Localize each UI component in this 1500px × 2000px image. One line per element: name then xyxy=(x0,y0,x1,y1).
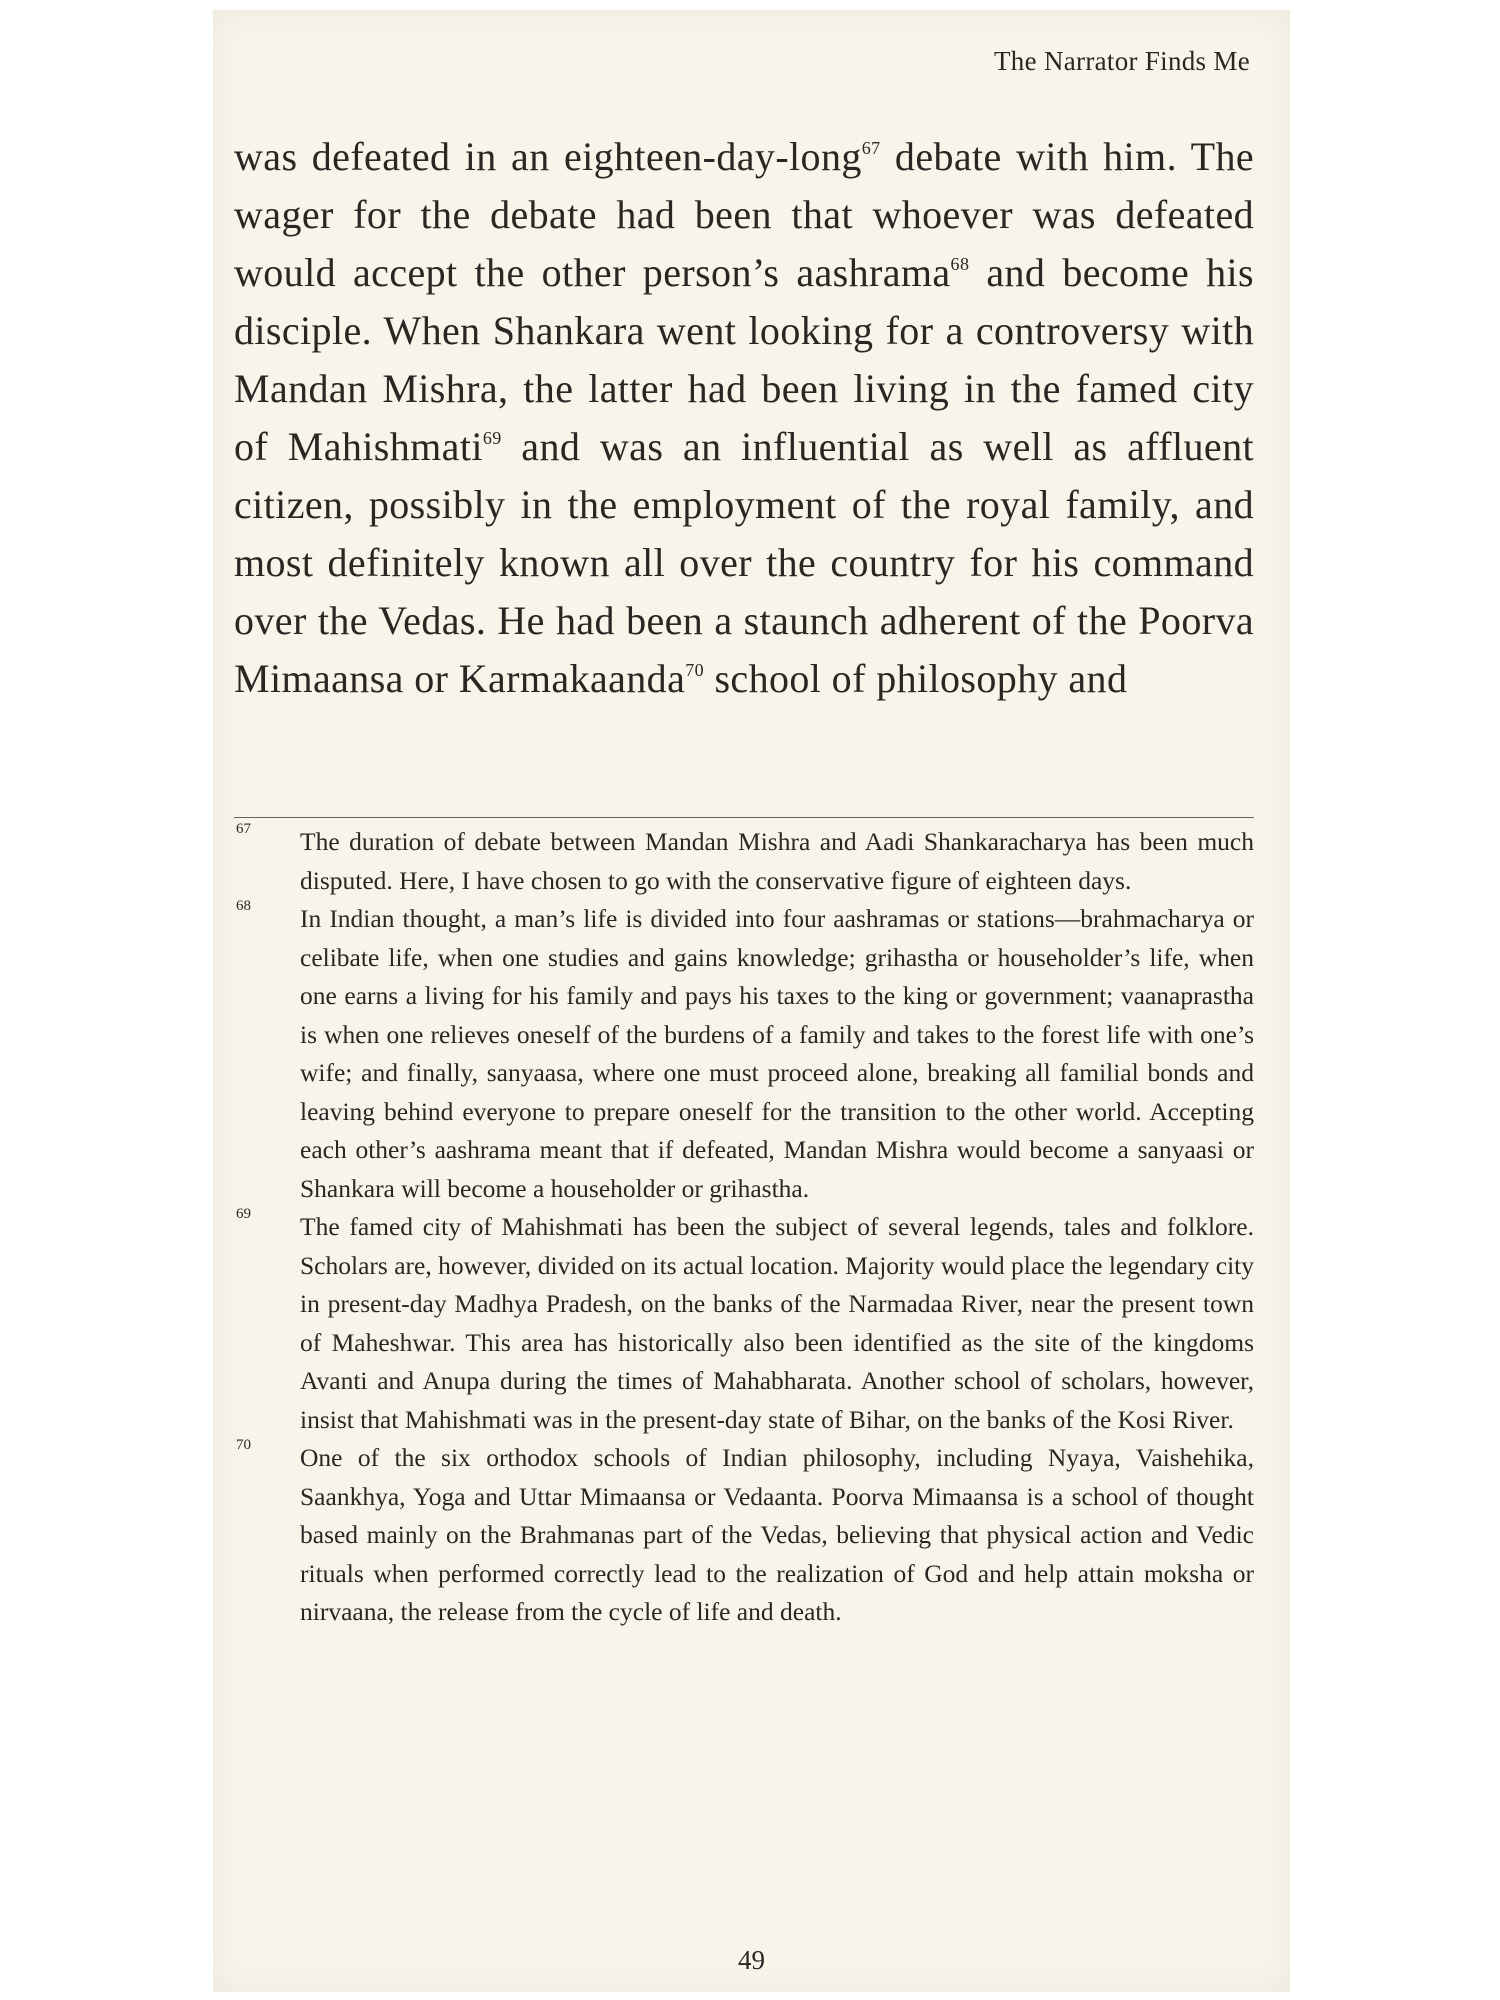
footnote-70 xyxy=(234,1439,1254,1632)
body-text-segment: and become his disciple. When Shankara went looking for a controversy with Mandan Mishra, the latter had been living in the famed city of Mahishmati xyxy=(234,250,1254,469)
footnote-number: 69 xyxy=(236,1206,251,1222)
body-text-segment: debate with him. The wager for the debate had been that whoever was defeated would accept the other person’s aashrama xyxy=(234,134,1254,295)
footnote-text: The duration of debate between Mandan Mishra and Aadi Shankaracharya has been much disputed. Here, I have chosen to go with the conservative figure of eighteen days. xyxy=(300,827,1254,895)
footnote-text: The famed city of Mahishmati has been the subject of several legends, tales and folklore. Scholars are, however, divided on its actual location. Majority would place the legendary city in present-day Madhya Pradesh, on the banks of the Narmadaa River, near the present town of Maheshwar. This area has historically also been identified as the site of the kingdoms Avanti and Anupa during the times of Mahabharata. Another school of scholars, however, insist that Mahishmati was in the present-day state of Bihar, on the banks of the Kosi River. xyxy=(300,1212,1254,1434)
footnote-68 xyxy=(234,900,1254,1208)
footnotes xyxy=(234,823,1254,1632)
footnote-ref[interactable]: 70 xyxy=(685,659,705,680)
page-number: 49 xyxy=(738,1945,765,1975)
running-head: The Narrator Finds Me xyxy=(994,46,1250,76)
footnote-number: 70 xyxy=(236,1437,251,1453)
body-text-segment: was defeated in an eighteen-day-long xyxy=(234,134,862,179)
footnote-69 xyxy=(234,1208,1254,1439)
footnote-number: 68 xyxy=(236,898,251,914)
footnote-ref[interactable]: 67 xyxy=(861,137,881,158)
footnote-text: In Indian thought, a man’s life is divided into four aashramas or stations—brahmacharya or celibate life, when one studies and gains knowledge; grihastha or householder’s life, when one earns a living for his family and pays his taxes to the king or government; vaanaprastha is when one relieves oneself of the burdens of a family and takes to the forest life with one’s wife; and finally, sanyaasa, where one must proceed alone, breaking all familial bonds and leaving behind everyone to prepare oneself for the transition to the other world. Accepting each other’s aashrama meant that if defeated, Mandan Mishra would become a sanyaasi or Shankara will become a householder or grihastha. xyxy=(300,904,1254,1203)
body-text-segment: and was an influential as well as affluent citizen, possibly in the employment of the royal family, and most definitely known all over the country for his command over the Vedas. He had been a staunch adherent of the Poorva Mimaansa or Karmakaanda xyxy=(234,424,1254,701)
footnote-number: 67 xyxy=(236,821,251,837)
footnote-ref[interactable]: 68 xyxy=(950,253,970,274)
footnote-text: One of the six orthodox schools of Indian philosophy, including Nyaya, Vaishehika, Saankhya, Yoga and Uttar Mimaansa or Vedaanta. Poorva Mimaansa is a school of thought based mainly on the Brahmanas part of the Vedas, believing that physical action and Vedic rituals when performed correctly lead to the realization of God and help attain moksha or nirvaana, the release from the cycle of life and death. xyxy=(300,1443,1254,1626)
body-text-segment: school of philosophy and xyxy=(704,656,1128,701)
footnote-divider xyxy=(234,817,1254,818)
footnote-ref[interactable]: 69 xyxy=(482,427,502,448)
body-paragraph xyxy=(234,128,1254,708)
footnote-67 xyxy=(234,823,1254,900)
book-page xyxy=(213,10,1290,1992)
